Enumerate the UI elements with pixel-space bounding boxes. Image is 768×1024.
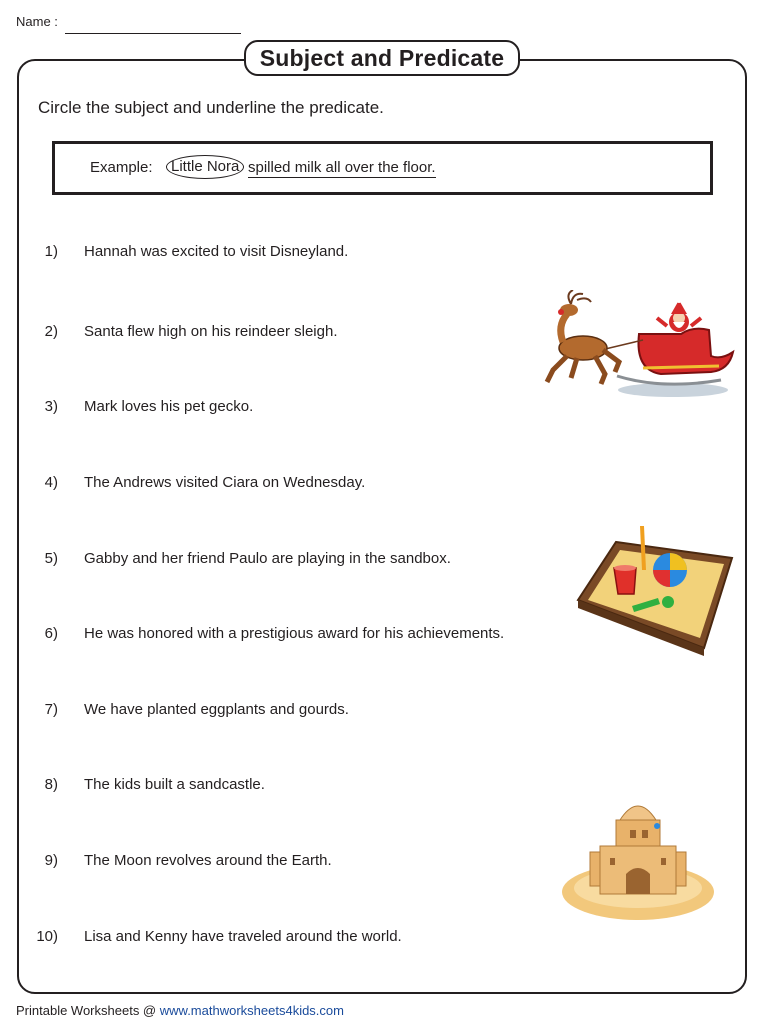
question-number: 6) (44, 625, 58, 642)
example-predicate-underlined: spilled milk all over the floor. (248, 159, 436, 176)
question-sentence[interactable]: Santa flew high on his reindeer sleigh. (84, 323, 338, 340)
sandcastle-icon (560, 796, 716, 922)
question-number: 2) (44, 323, 58, 340)
question-number: 1) (44, 243, 58, 260)
question-sentence[interactable]: The Moon revolves around the Earth. (84, 852, 332, 869)
question-number: 4) (44, 474, 58, 491)
question-sentence[interactable]: The kids built a sandcastle. (84, 776, 265, 793)
example-box (52, 141, 713, 195)
question-number: 3) (44, 398, 58, 415)
question-number: 7) (44, 701, 58, 718)
question-sentence[interactable]: Gabby and her friend Paulo are playing in the sandbox. (84, 550, 451, 567)
question-sentence[interactable]: Mark loves his pet gecko. (84, 398, 254, 415)
sandbox-icon (574, 520, 736, 656)
question-number: 8) (44, 776, 58, 793)
question-sentence[interactable]: Hannah was excited to visit Disneyland. (84, 243, 349, 260)
name-label: Name : (16, 14, 58, 29)
santa-sleigh-icon (543, 290, 743, 402)
name-field[interactable] (65, 33, 241, 34)
question-sentence[interactable]: We have planted eggplants and gourds. (84, 701, 349, 718)
example-label: Example: (90, 159, 153, 176)
question-number: 10) (36, 928, 58, 945)
footer-link[interactable]: www.mathworksheets4kids.com (159, 1003, 344, 1018)
question-sentence[interactable]: He was honored with a prestigious award for his achievements. (84, 625, 505, 642)
footer-label: Printable Worksheets @ (16, 1003, 160, 1018)
footer (16, 1003, 344, 1018)
question-number: 9) (44, 852, 58, 869)
question-number: 5) (44, 550, 58, 567)
example-subject-circled: Little Nora (166, 155, 244, 179)
instruction-text: Circle the subject and underline the predicate. (38, 98, 384, 117)
question-sentence[interactable]: Lisa and Kenny have traveled around the world. (84, 928, 402, 945)
page-title: Subject and Predicate (244, 40, 520, 76)
question-sentence[interactable]: The Andrews visited Ciara on Wednesday. (84, 474, 366, 491)
